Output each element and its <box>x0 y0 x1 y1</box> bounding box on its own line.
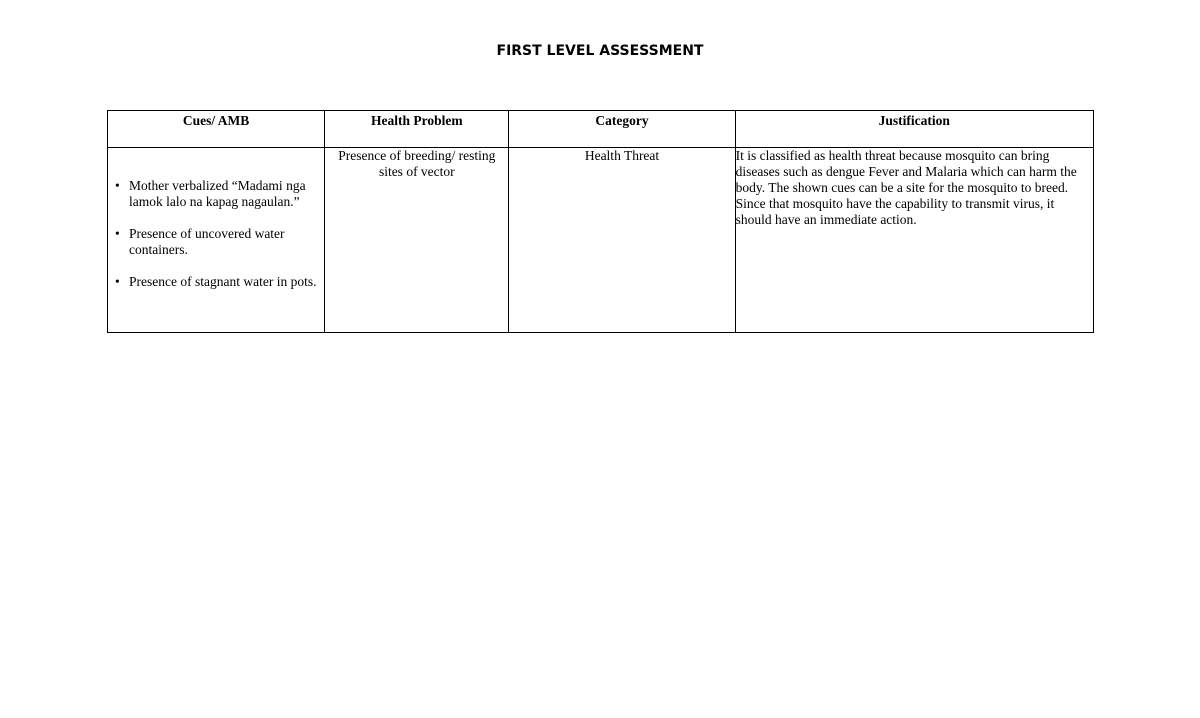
bullet-icon: • <box>115 274 120 289</box>
assessment-table <box>107 110 1094 333</box>
header-justification: Justification <box>735 111 1093 148</box>
header-health-problem: Health Problem <box>325 111 509 148</box>
page-title: FIRST LEVEL ASSESSMENT <box>496 43 704 59</box>
table-header-row <box>108 111 1094 148</box>
list-item <box>113 226 318 258</box>
table-row <box>108 148 1094 333</box>
bullet-icon: • <box>115 178 120 193</box>
bullet-icon: • <box>115 226 120 241</box>
category-cell <box>509 148 735 333</box>
health-problem-text: Presence of breeding/ resting sites of vector <box>338 148 496 179</box>
justification-text: It is classified as health threat because mosquito can bring diseases such as dengue Fever and Malaria which can harm the body. The shown cues can be a site for the mosquito to breed. Since that mosquito have the capability to transmit virus, it should have an immediate action. <box>735 148 1077 227</box>
header-cues: Cues/ AMB <box>108 111 325 148</box>
justification-cell <box>735 148 1093 333</box>
cue-text: Presence of stagnant water in pots. <box>129 274 317 289</box>
list-item <box>113 274 318 290</box>
cue-text: Presence of uncovered water containers. <box>129 226 285 257</box>
cues-cell <box>108 148 325 333</box>
list-item <box>113 178 318 210</box>
header-category: Category <box>509 111 735 148</box>
cue-text: Mother verbalized “Madami nga lamok lalo na kapag nagaulan.” <box>129 178 306 209</box>
cues-list <box>108 148 324 290</box>
category-text: Health Threat <box>584 148 660 163</box>
health-problem-cell <box>325 148 509 333</box>
